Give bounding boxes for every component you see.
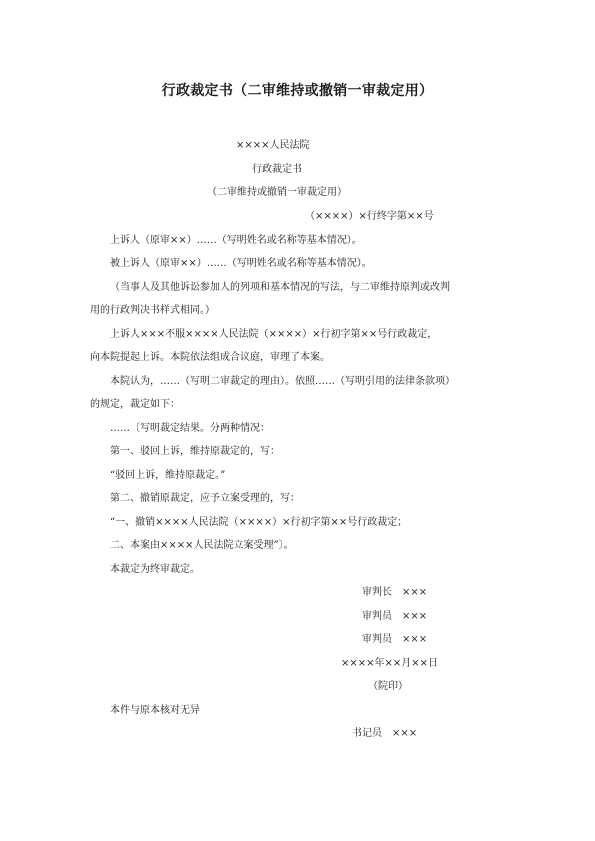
court-seal: （院印） [368,681,408,692]
paragraph-2-line-1: 本院认为，……（写明二审裁定的理由）。依照……（写明引用的法律条款项） [110,376,455,387]
document-title: 行政裁定书（二审维持或撤销一审裁定用） [161,83,434,99]
note-line-2: 用的行政判决书样式相同。） [90,305,215,316]
paragraph-2-line-2: 的规定，裁定如下： [90,399,180,410]
judge-1-signature: 审判员 ××× [362,611,428,622]
ruling-intro: ……〔写明裁定结果。分两种情况： [110,423,270,434]
doc-name: 行政裁定书 [252,164,302,175]
verification-statement: 本件与原本核对无异 [110,705,200,716]
document-date: ××××年××月××日 [341,658,439,669]
case-2-title: 第二、撤销原裁定，应予立案受理的，写： [110,493,300,504]
appellant-line: 上诉人（原审××）……（写明姓名或名称等基本情况）。 [110,235,362,246]
final-statement: 本裁定为终审裁定。 [110,564,200,575]
case-2-text-1: “一、撤销××××人民法院（××××）×行初字第××号行政裁定； [110,517,408,528]
presiding-judge-signature: 审判长 ××× [362,587,428,598]
court-header: ××××人民法院 [236,140,310,151]
clerk-signature: 书记员 ××× [352,728,418,739]
case-number: （××××）×行终字第××号 [305,211,434,222]
judge-2-signature: 审判员 ××× [362,634,428,645]
paragraph-1-line-2: 向本院提起上诉。本院依法组成合议庭，审理了本案。 [90,352,330,363]
note-line-1: （当事人及其他诉讼参加人的列项和基本情况的写法，与二审维持原判或改判 [110,282,450,293]
paragraph-1-line-1: 上诉人×××不服××××人民法院（××××）×行初字第××号行政裁定， [110,329,438,340]
case-1-text: “驳回上诉，维持原裁定。” [110,470,226,481]
case-2-text-2: 二、本案由××××人民法院立案受理”〕。 [110,540,294,551]
case-1-title: 第一、驳回上诉，维持原裁定的，写： [110,446,280,457]
doc-subtitle: （二审维持或撤销一审裁定用） [207,187,347,198]
appellee-line: 被上诉人（原审××）……（写明姓名或名称等基本情况）。 [110,258,372,269]
